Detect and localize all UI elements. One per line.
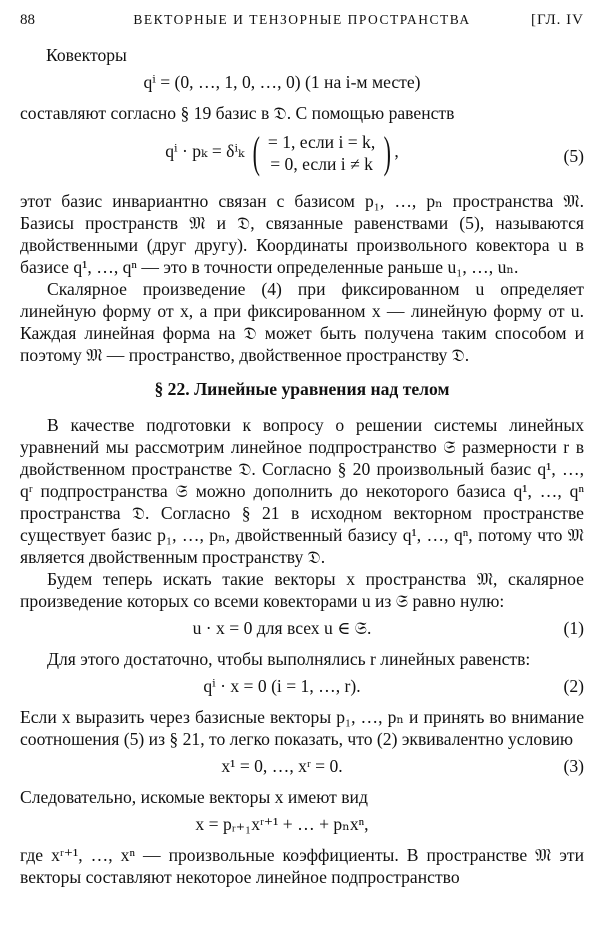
chapter-label: [ГЛ. IV — [530, 12, 584, 28]
equation-3 — [20, 755, 584, 781]
kovektory-label: Ковекторы — [46, 45, 127, 65]
paragraph: Следовательно, искомые векторы x имеют вид — [20, 787, 368, 807]
section-heading: § 22. Линейные уравнения над телом — [154, 379, 450, 399]
equation-text: x = pᵣ₊₁xʳ⁺¹ + … + pₙxⁿ, — [195, 814, 369, 834]
equation-2 — [20, 675, 584, 701]
paragraph: этот базис инвариантно связан с базисом p₁, …, pₙ пространства 𝔐. Базисы пространств 𝔐 и 𝔇, связанные равенствами (5), называются двойственными (друг другу). Координаты произвольного ковектора u в базисе q¹, …, qⁿ — это в точности определенные раньше u₁, …, uₙ. — [20, 191, 584, 277]
equation-5: qⁱ · pₖ = δⁱₖ ( = 1, если i = k, = 0, если i ≠ k ) , (5) — [165, 128, 584, 177]
paragraph: Для этого достаточно, чтобы выполнялись r линейных равенств: — [47, 649, 531, 669]
right-paren: ) — [383, 128, 391, 177]
paragraph: Будем теперь искать такие векторы x пространства 𝔐, скалярное произведение которых со всеми ковекторами u из 𝔖 равно нулю: — [20, 569, 584, 611]
page-header — [20, 12, 584, 32]
equation-q-definition — [20, 71, 584, 97]
paragraph: Если x выразить через базисные векторы p₁, …, pₙ и принять во внимание соотношения (5) из § 21, то легко показать, что (2) эквивалентно условию — [20, 707, 584, 749]
equation-1 — [20, 617, 584, 643]
equation-number: (2) — [563, 676, 584, 696]
equation-number: (5) — [563, 146, 584, 166]
equation-text: qⁱ · x = 0 (i = 1, …, r). — [203, 676, 361, 696]
paragraph: где xʳ⁺¹, …, xⁿ — произвольные коэффициенты. В пространстве 𝔐 эти векторы составляют некоторое линейное подпространство — [20, 845, 584, 887]
equation-number: (3) — [563, 756, 584, 776]
paragraph: Скалярное произведение (4) при фиксированном u определяет линейную форму от x, а при фиксированном x — линейную форму от u. Каждая линейная форма на 𝔇 может быть получена таким способом и поэтому 𝔐 — пространство, двойственное пространству 𝔇. — [20, 279, 584, 365]
case-1: = 1, если i = k, — [267, 132, 376, 152]
case-2: = 0, если i ≠ k — [270, 154, 373, 174]
paragraph: В качестве подготовки к вопросу о решении системы линейных уравнений мы рассмотрим линейное подпространство 𝔖 размерности r в двойственном пространстве 𝔇. Согласно § 20 произвольный базис q¹, …, qʳ подпространства 𝔖 можно дополнить до некоторого базиса q¹, …, qⁿ пространства 𝔇. Согласно § 21 в исходном векторном пространстве существует базис p₁, …, pₙ, двойственный базису q¹, …, qⁿ, потому что 𝔐 является двойственным пространству 𝔇. — [20, 415, 584, 567]
equation-number: (1) — [563, 618, 584, 638]
equation-4 — [20, 813, 584, 839]
equation-text: u · x = 0 для всех u ∈ 𝔖. — [192, 618, 372, 638]
page-number: 88 — [20, 12, 35, 28]
equation-cases — [268, 131, 375, 175]
equation-text: x¹ = 0, …, xʳ = 0. — [221, 756, 343, 776]
running-title: ВЕКТОРНЫЕ И ТЕНЗОРНЫЕ ПРОСТРАНСТВА — [133, 12, 471, 27]
page-body — [20, 44, 584, 888]
left-paren: ( — [252, 128, 260, 177]
equation-text: qⁱ = (0, …, 1, 0, …, 0) (1 на i-м месте) — [143, 72, 421, 92]
equation-left: qⁱ · pₖ = δⁱₖ — [165, 141, 245, 162]
paragraph: составляют согласно § 19 базис в 𝔇. С помощью равенств — [20, 103, 455, 123]
